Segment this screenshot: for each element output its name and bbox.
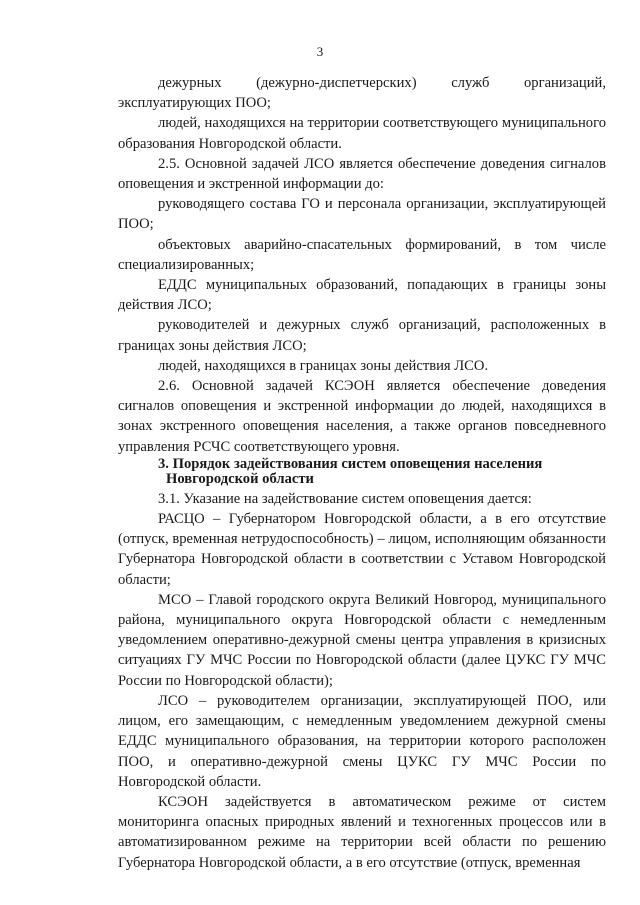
paragraph: КСЭОН задействуется в автоматическом режиме от систем мониторинга опасных природных явлений и техногенных процессов или в автоматизированном режиме на территории всей области по решению Губернатора Новгородской области, а в его отсутствие (отпуск, временная xyxy=(118,793,606,871)
paragraph: дежурных (дежурно-диспетчерских) служб организаций, эксплуатирующих ПОО; xyxy=(118,75,606,112)
paragraph: МСО – Главой городского округа Великий Новгород, муниципального района, муниципального округа Новгородской области с немедленным уведомлением оперативно-дежурной смены центра управления в кризисных ситуациях ГУ МЧС России по Новгородской области (далее ЦУКС ГУ МЧС России по Новгородской области); xyxy=(118,591,606,689)
section-heading-line: Новгородской области xyxy=(166,470,314,487)
paragraph: РАСЦО – Губернатором Новгородской области, а в его отсутствие (отпуск, временная нетрудоспособность) – лицом, исполняющим обязанности Губернатора Новгородской области в соответствии с Уставом Новгородской области; xyxy=(118,511,606,588)
paragraph: объектовых аварийно-спасательных формирований, в том числе специализированных; xyxy=(118,236,606,273)
section-heading xyxy=(118,457,606,487)
paragraph: ЕДДС муниципальных образований, попадающих в границы зоны действия ЛСО; xyxy=(118,277,606,314)
paragraph: ЛСО – руководителем организации, эксплуатирующей ПОО, или лицом, его замещающим, с немедленным уведомлением дежурной смены ЕДДС муниципального образования, на территории которого расположен ПОО, и оперативно-дежурной смены ЦУКС ГУ МЧС России по Новгородской области. xyxy=(118,692,606,790)
paragraph: людей, находящихся на территории соответствующего муниципального образования Новгородской области. xyxy=(118,115,606,152)
paragraph: руководящего состава ГО и персонала организации, эксплуатирующей ПОО; xyxy=(118,196,606,233)
document-body xyxy=(118,73,606,873)
page-number: 3 xyxy=(316,44,324,59)
paragraph: руководителей и дежурных служб организаций, расположенных в границах зоны действия ЛСО; xyxy=(118,317,606,354)
paragraph: 3.1. Указание на задействование систем оповещения дается: xyxy=(158,490,532,507)
paragraph: людей, находящихся в границах зоны действия ЛСО. xyxy=(158,357,489,374)
section-heading-line: 3. Порядок задействования систем оповещения населения xyxy=(158,455,543,472)
paragraph: 2.6. Основной задачей КСЭОН является обеспечение доведения сигналов оповещения и экстренной информации до людей, находящихся в зонах экстренного оповещения населения, а также органов повседневного управления РСЧС соответствующего уровня. xyxy=(118,378,606,455)
paragraph: 2.5. Основной задачей ЛСО является обеспечение доведения сигналов оповещения и экстренной информации до: xyxy=(118,155,606,193)
